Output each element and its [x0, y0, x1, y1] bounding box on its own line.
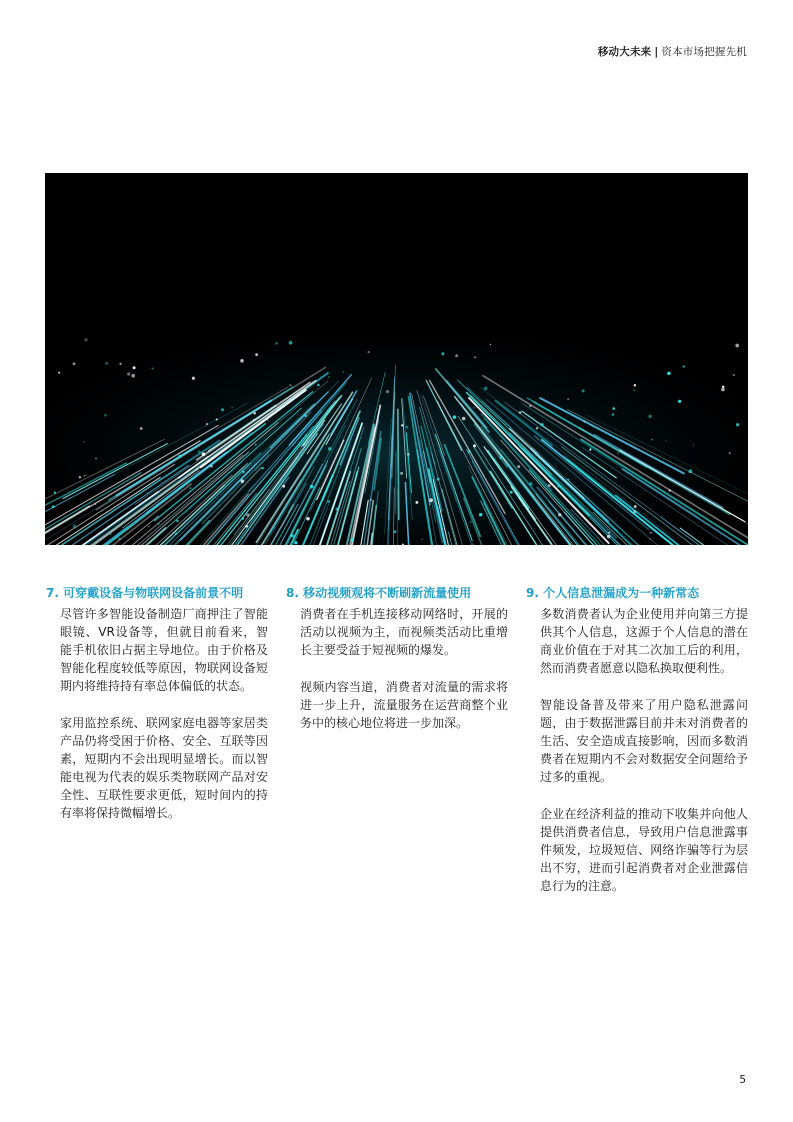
section-mobile-video [286, 585, 508, 751]
header-separator: | [654, 46, 659, 58]
section-paragraph: 家用监控系统、联网家庭电器等家居类产品仍将受困于价格、安全、互联等因素，短期内不会出现明显增长。而以智能电视为代表的娱乐类物联网产品对安全性、互联性要求更低，短时间内的持有率将保持微幅增长。 [60, 716, 268, 820]
section-title: 8. 移动视频观将不断刷新流量使用 [286, 586, 472, 600]
section-paragraph: 尽管许多智能设备制造厂商押注了智能眼镜、VR设备等，但就目前看来，智能手机依旧占据主导地位。由于价格及智能化程度较低等原因，物联网设备短期内将维持持有率总体偏低的状态。 [60, 607, 268, 693]
header-subtitle: 资本市场把握先机 [661, 46, 747, 58]
hero-image [45, 173, 748, 545]
section-paragraph: 企业在经济利益的推动下收集并向他人提供消费者信息，导致用户信息泄露事件频发，垃圾短信、网络诈骗等行为层出不穷，进而引起消费者对企业泄露信息行为的注意。 [540, 807, 748, 893]
section-paragraph: 智能设备普及带来了用户隐私泄露问题，由于数据泄露目前并未对消费者的生活、安全造成直接影响，因而多数消费者在短期内不会对数据安全问题给予过多的重视。 [540, 698, 748, 784]
section-paragraph: 消费者在手机连接移动网络时，开展的活动以视频为主，而视频类活动比重增长主要受益于短视频的爆发。 [300, 607, 508, 657]
section-wearables-iot [46, 585, 268, 841]
section-personal-data-leak [526, 585, 748, 914]
running-header [598, 44, 747, 59]
section-title: 7. 可穿戴设备与物联网设备前景不明 [46, 586, 244, 600]
header-title: 移动大未来 [597, 46, 652, 58]
page-number: 5 [739, 1074, 746, 1086]
section-paragraph: 多数消费者认为企业使用并向第三方提供其个人信息，这源于个人信息的潜在商业价值在于对其二次加工后的利用，然而消费者愿意以隐私换取便利性。 [540, 607, 748, 675]
section-title: 9. 个人信息泄漏成为一种新常态 [526, 586, 700, 600]
section-paragraph: 视频内容当道，消费者对流量的需求将进一步上升，流量服务在运营商整个业务中的核心地位将进一步加深。 [300, 680, 508, 730]
light-trails-network-image [45, 173, 748, 545]
